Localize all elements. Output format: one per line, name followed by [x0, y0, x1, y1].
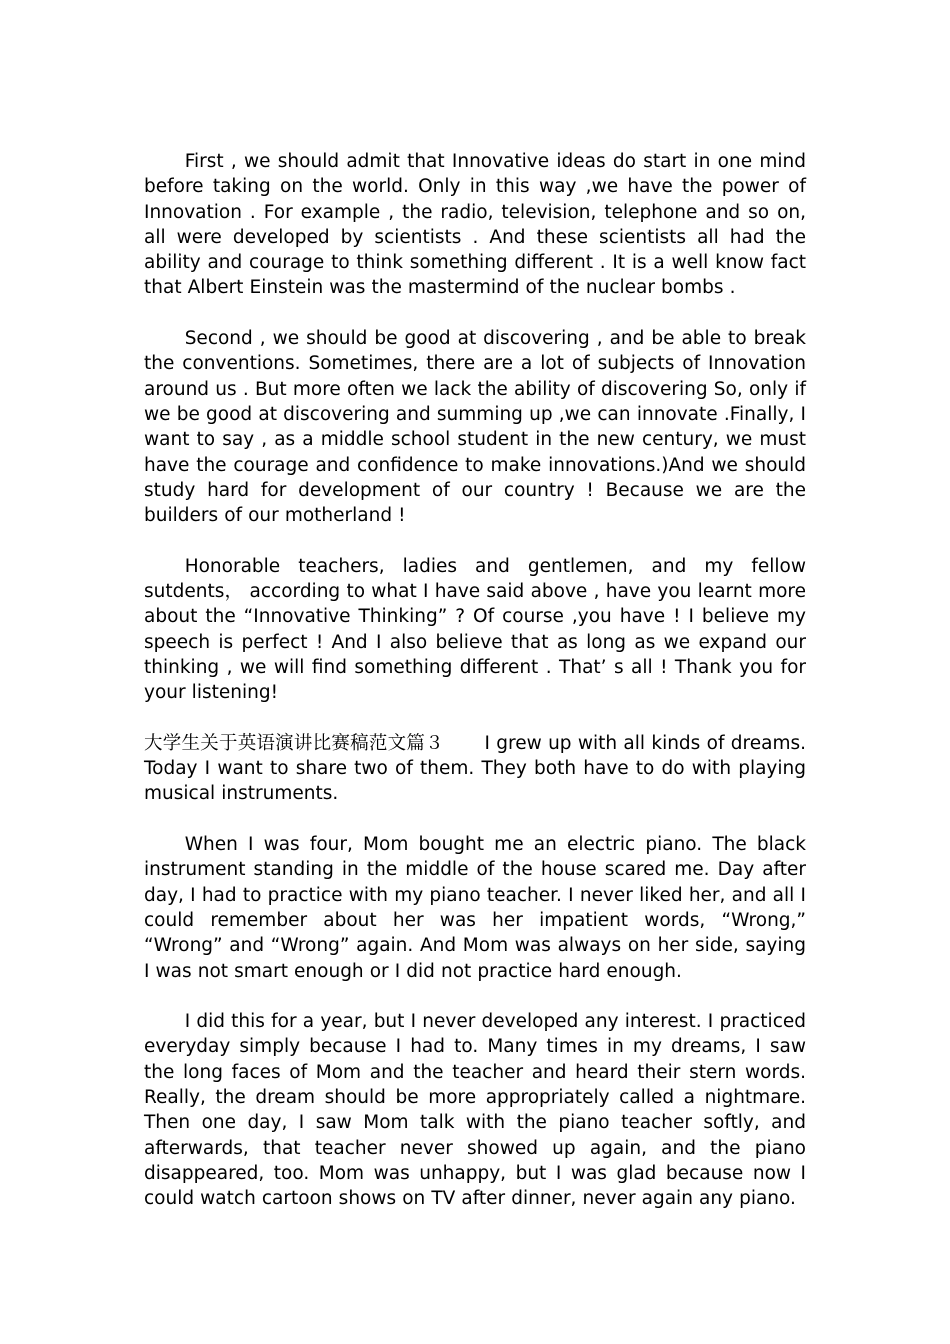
section-first-text: I grew up with all kinds of dreams. Today I want to share two of them. They both have to do with playing musical instruments. — [144, 732, 806, 805]
paragraph-honorable: Honorable teachers, ladies and gentlemen, and my fellow sutdents， according to what I have said above , have you learnt more about the “Innovative Thinking” ? Of course ,you have ! I believe my speech is perfect ! And I also believe that as long as we expand our thinking , we will find something different . That’ s all ! Thank you for your listening! — [144, 555, 806, 704]
paragraph-piano: When I was four, Mom bought me an electric piano. The black instrument standing in the middle of the house scared me. Day after day, I had to practice with my piano teacher. I never liked her, and all I could remember about her was her impatient words, “Wrong,” “Wrong” and “Wrong” again. And Mom was always on her side, saying I was not smart enough or I did not practice hard enough. — [144, 834, 806, 982]
section-heading: 大学生关于英语演讲比赛稿范文篇３ — [144, 732, 444, 754]
paragraph-first: First , we should admit that Innovative ideas do start in one mind before taking on the world. Only in this way ,we have the power of Innovation . For example , the radio, television, telephone and so on, all were developed by scientists . And these scientists all had the ability and courage to think something different . It is a well know fact that Albert Einstein was the mastermind of the nuclear bombs . — [144, 151, 806, 299]
document-page — [144, 149, 806, 1237]
paragraph-section-start — [144, 731, 806, 807]
paragraph-second: Second , we should be good at discovering , and be able to break the conventions. Sometimes, there are a lot of subjects of Innovation around us . But more often we lack the ability of discovering So, only if we be good at discovering and summing up ,we can innovate .Finally, I want to say , as a middle school student in the new century, we must have the courage and confidence to make innovations.)And we should study hard for development of our country ! Because we are the builders of our motherland ! — [144, 328, 806, 527]
paragraph-year: I did this for a year, but I never developed any interest. I practiced everyday simply because I had to. Many times in my dreams, I saw the long faces of Mom and the teacher and heard their stern words. Really, the dream should be more appropriately called a nightmare. Then one day, I saw Mom talk with the piano teacher softly, and afterwards, that teacher never showed up again, and the piano disappeared, too. Mom was unhappy, but I was glad because now I could watch cartoon shows on TV after dinner, never again any piano. — [144, 1011, 806, 1210]
